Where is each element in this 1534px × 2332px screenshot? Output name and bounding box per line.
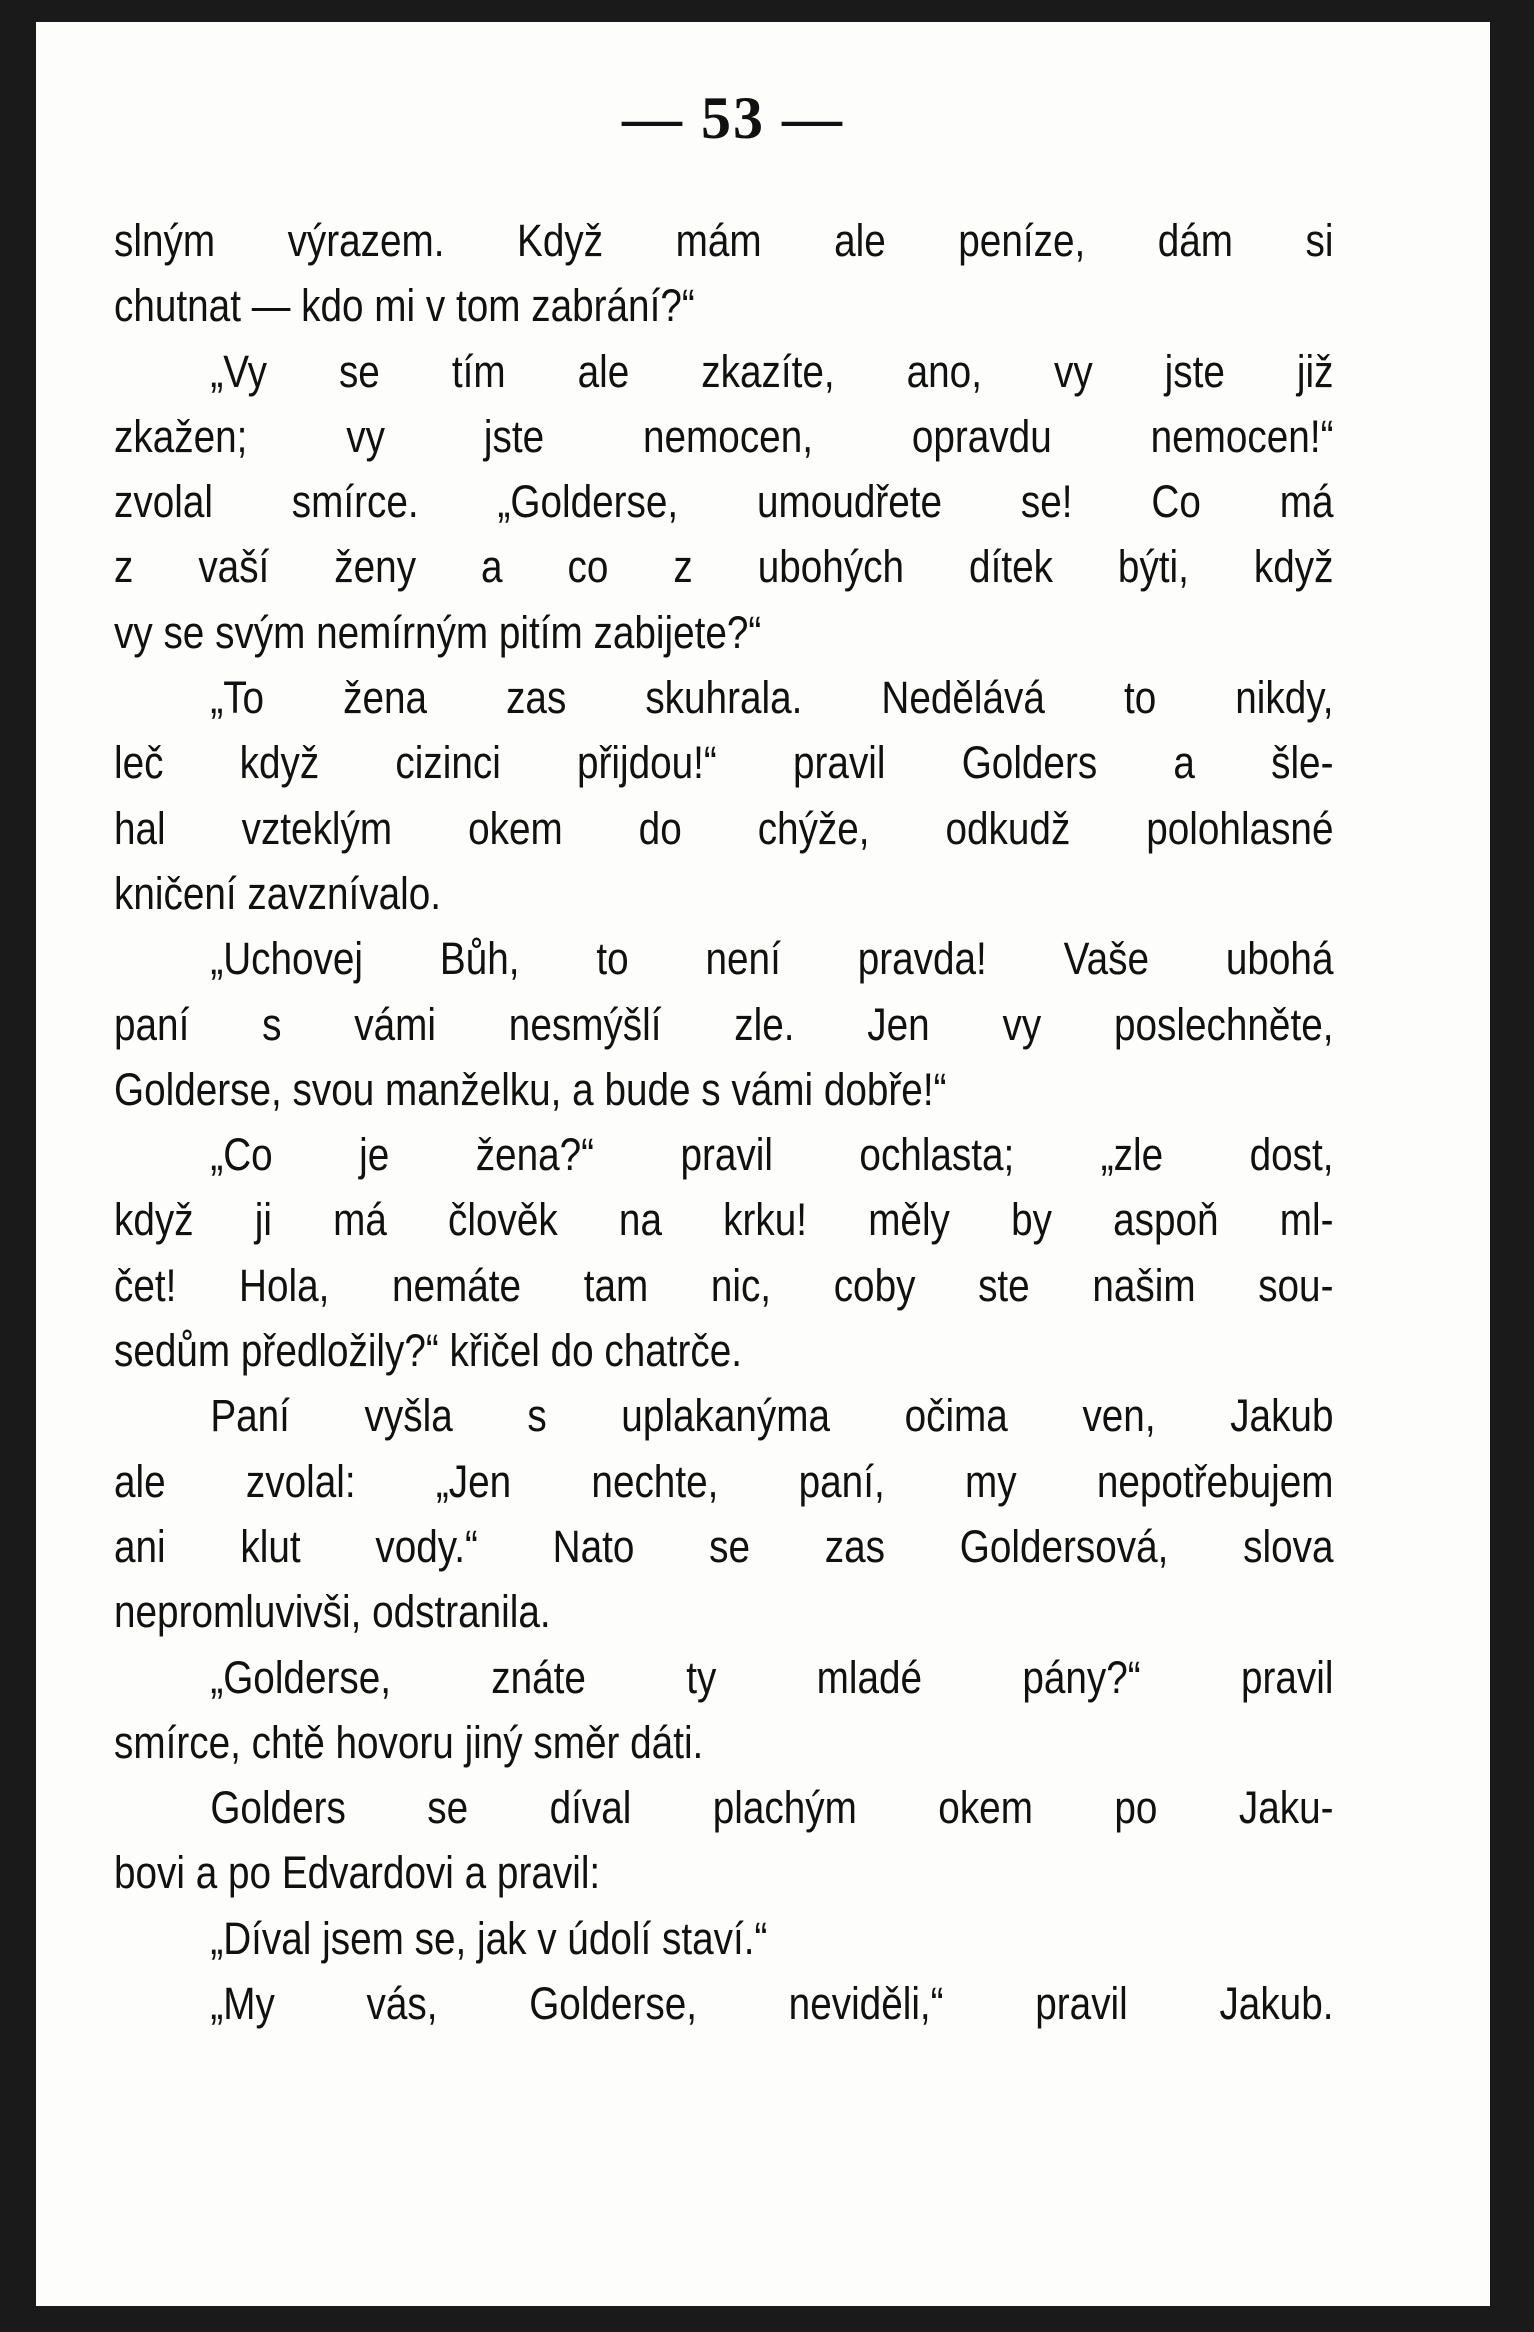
text-line: „Vy se tím ale zkazíte, ano, vy jste již (210, 345, 1334, 397)
text-line: bovi a po Edvardovi a pravil: (114, 1847, 601, 1899)
text-line: paní s vámi nesmýšlí zle. Jen vy poslechněte, (114, 998, 1334, 1050)
text-line: smírce, chtě hovoru jiný směr dáti. (114, 1716, 704, 1768)
page-number: — 53 — (622, 85, 844, 151)
text-line: nepromluvivši, odstranila. (114, 1586, 551, 1638)
text-line: ale zvolal: „Jen nechte, paní, my nepotřebujem (114, 1455, 1334, 1507)
text-line: „Golderse, znáte ty mladé pány?“ pravil (210, 1651, 1334, 1703)
text-line: Golders se díval plachým okem po Jaku- (210, 1782, 1334, 1834)
text-line: když ji má člověk na krku! měly by aspoň ml- (114, 1194, 1334, 1246)
text-line: ani klut vody.“ Nato se zas Goldersová, slova (114, 1520, 1334, 1572)
book-page (36, 22, 1490, 2306)
text-line: Paní vyšla s uplakanýma očima ven, Jakub (210, 1390, 1334, 1442)
text-line: zvolal smírce. „Golderse, umoudřete se! Co má (114, 476, 1334, 528)
text-line: hal vzteklým okem do chýže, odkudž polohlasné (114, 802, 1334, 854)
text-line: kničení zavznívalo. (114, 867, 441, 919)
text-line: sedům předložily?“ křičel do chatrče. (114, 1325, 743, 1377)
text-line: „To žena zas skuhrala. Nedělává to nikdy, (210, 672, 1334, 724)
text-line: „Uchovej Bůh, to není pravda! Vaše ubohá (210, 933, 1334, 985)
body-text (114, 208, 1333, 2036)
text-line: čet! Hola, nemáte tam nic, coby ste našim sou- (114, 1259, 1334, 1311)
text-line: zkažen; vy jste nemocen, opravdu nemocen!“ (114, 410, 1334, 462)
text-line: leč když cizinci přijdou!“ pravil Golders a šle- (114, 737, 1334, 789)
text-line: „My vás, Golderse, neviděli,“ pravil Jakub. (210, 1978, 1334, 2030)
text-line: vy se svým nemírným pitím zabijete?“ (114, 606, 762, 658)
text-line: „Díval jsem se, jak v údolí staví.“ (210, 1912, 768, 1964)
text-line: slným výrazem. Když mám ale peníze, dám si (114, 215, 1334, 266)
text-line: „Co je žena?“ pravil ochlasta; „zle dost, (210, 1129, 1334, 1181)
text-line: Golderse, svou manželku, a bude s vámi dobře!“ (114, 1063, 947, 1115)
text-line: z vaší ženy a co z ubohých dítek býti, když (114, 541, 1334, 593)
text-line: chutnat — kdo mi v tom zabrání?“ (114, 280, 695, 332)
